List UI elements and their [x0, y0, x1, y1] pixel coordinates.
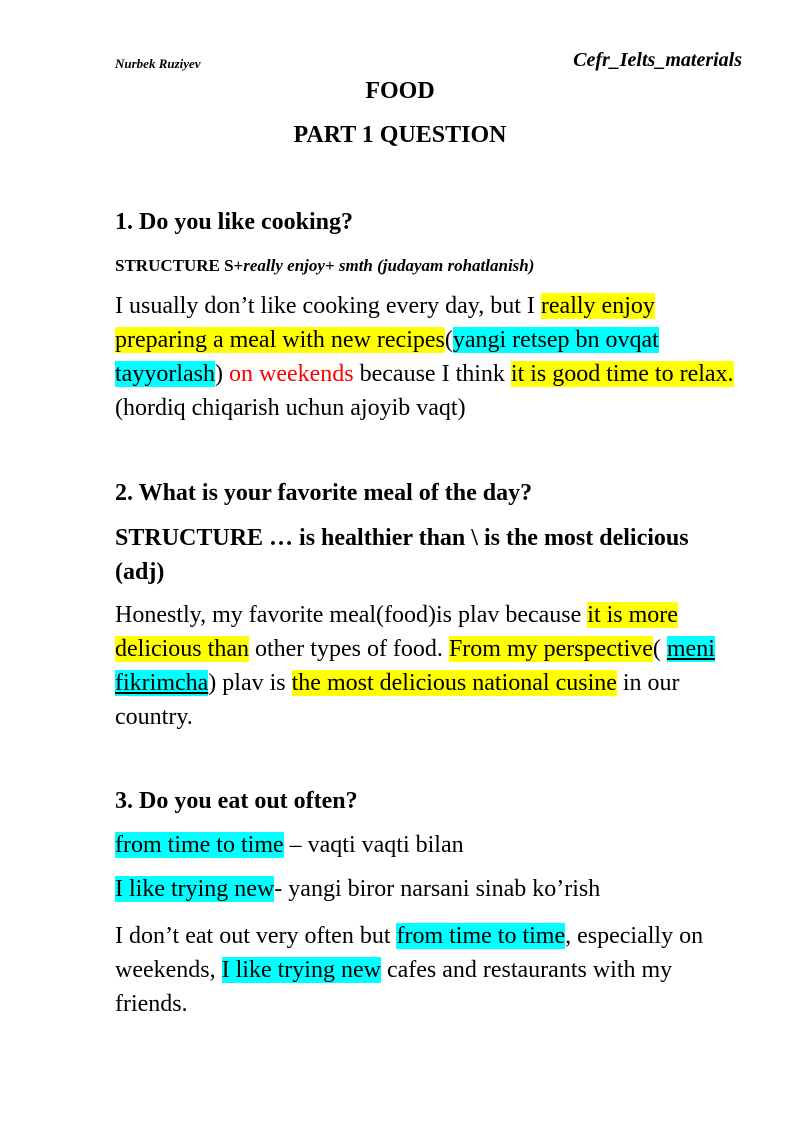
question-1: 1. Do you like cooking? [115, 209, 354, 235]
answer-2-text: ( [652, 636, 667, 662]
answer-2-text: Honestly, my favorite meal(food)is plav because [115, 602, 588, 628]
answer-3-highlight-phrase: I like trying new [221, 957, 381, 983]
question-3: 3. Do you eat out often? [115, 788, 358, 814]
vocab-line-1 [115, 832, 464, 859]
question-2: 2. What is your favorite meal of the day? [115, 480, 533, 506]
answer-3-text: I don’t eat out very often but [115, 923, 397, 949]
answer-1-text: (hordiq chiqarish uchun ajoyib vaqt) [115, 395, 466, 421]
answer-1-text: ) [214, 361, 229, 387]
answer-2 [115, 598, 750, 734]
answer-3-highlight-phrase: from time to time [396, 923, 566, 949]
vocab-meaning: - yangi biror narsani sinab ko’rish [274, 876, 601, 902]
vocab-phrase: I like trying new [115, 876, 275, 902]
header-author: Nurbek Ruziyev [115, 56, 201, 71]
answer-3-text: , especially on weekends, [115, 923, 704, 983]
answer-2-text: in our country. [115, 670, 680, 730]
answer-1-text: I usually don’t like cooking every day, but I [115, 293, 541, 319]
vocab-meaning: – vaqti vaqti bilan [283, 832, 464, 858]
structure-1-text: really enjoy+ smth (judayam rohatlanish) [243, 256, 535, 275]
answer-1 [115, 289, 750, 425]
structure-1 [115, 256, 534, 276]
answer-1-text: ( [444, 327, 453, 353]
structure-1-label: STRUCTURE S+ [115, 256, 244, 275]
answer-3-text: cafes and restaurants with my friends. [115, 957, 673, 1017]
answer-1-red-phrase: on weekends [228, 361, 354, 387]
vocab-line-2 [115, 876, 600, 903]
answer-2-highlight-phrase: it is more delicious than [115, 602, 678, 662]
answer-2-text: ) plav is [208, 670, 292, 696]
answer-2-highlight-phrase: the most delicious national cusine [291, 670, 617, 696]
answer-1-highlight-phrase: it is good time to relax. [510, 361, 734, 387]
answer-1-text: because I think [353, 361, 511, 387]
page-subtitle: PART 1 QUESTION [293, 122, 507, 148]
page-title: FOOD [365, 78, 435, 104]
answer-2-text: other types of food. [248, 636, 449, 662]
structure-2: STRUCTURE … is healthier than \ is the most delicious (adj) [115, 525, 689, 585]
header-source: Cefr_Ielts_materials [573, 49, 742, 71]
vocab-phrase: from time to time [115, 832, 284, 858]
answer-1-translation: yangi retsep bn ovqat tayyorlash [115, 327, 659, 387]
answer-2-highlight-phrase: From my perspective [448, 636, 653, 662]
answer-2-translation: meni fikrimcha [115, 636, 715, 696]
answer-3 [115, 919, 750, 1021]
answer-1-highlight-phrase: really enjoy preparing a meal with new recipes [115, 293, 655, 353]
